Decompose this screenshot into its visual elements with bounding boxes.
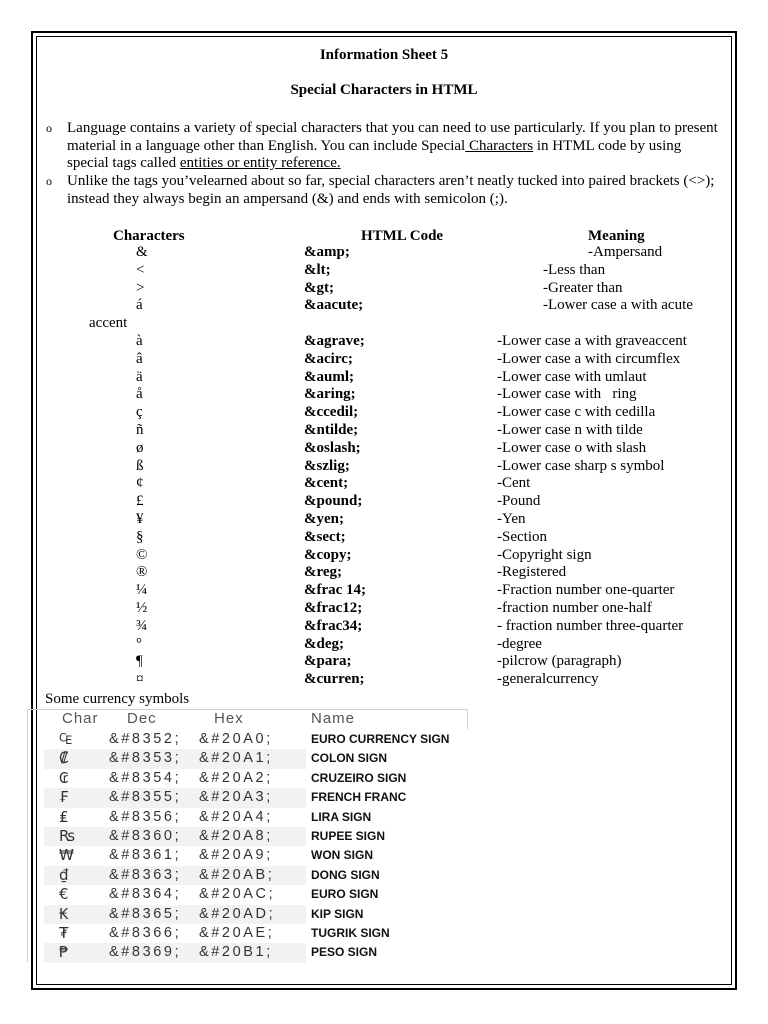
meaning-cell: -Pound: [497, 493, 541, 510]
html-code-cell: &amp;: [304, 244, 350, 260]
html-code-cell: &reg;: [304, 564, 343, 581]
table-row: [0, 243, 768, 261]
hex-code-cell: &#20A2;: [199, 769, 273, 786]
char-cell: &: [136, 244, 148, 260]
currency-symbol-cell: ₩: [59, 846, 74, 865]
html-code-cell: &sect;: [304, 528, 346, 545]
table-row: [0, 510, 768, 528]
hex-code-cell: &#20A0;: [199, 731, 273, 747]
table-row: [0, 670, 768, 688]
char-cell: §: [136, 528, 144, 545]
currency-header-hex: Hex: [214, 710, 244, 727]
currency-symbol-cell: ₮: [59, 924, 69, 942]
dec-code-cell: &#8354;: [109, 769, 182, 786]
char-cell: £: [136, 493, 144, 510]
table-row: [0, 457, 768, 475]
dec-code-cell: &#8364;: [109, 886, 182, 903]
char-cell: ç: [136, 404, 143, 421]
currency-header-name: Name: [311, 710, 356, 727]
currency-row: [0, 885, 768, 904]
currency-name-cell: PESO SIGN: [311, 945, 378, 960]
meaning-cell: -Greater than: [543, 279, 623, 296]
currency-symbol-cell: ₭: [59, 904, 69, 923]
table-row: [0, 581, 768, 599]
char-cell: ñ: [136, 422, 144, 438]
meaning-cell: -Lower case a with circumflex: [497, 350, 681, 367]
html-code-cell: &gt;: [304, 279, 334, 296]
currency-name-cell: CRUZEIRO SIGN: [311, 770, 407, 785]
currency-symbol-cell: ₠: [59, 730, 73, 748]
meaning-cell: -Copyright sign: [497, 546, 592, 563]
char-cell: â: [136, 350, 143, 367]
table-row: [0, 385, 768, 403]
dec-code-cell: &#8356;: [109, 808, 182, 825]
currency-symbol-cell: ₫: [59, 865, 69, 884]
currency-row: [0, 788, 768, 807]
currency-row: [0, 905, 768, 924]
bullet-marker: o: [46, 121, 52, 135]
currency-row: [0, 749, 768, 768]
meaning-cell: -Fraction number one-quarter: [497, 582, 675, 599]
table-row: [0, 368, 768, 386]
column-header-characters: Characters: [113, 228, 185, 244]
table-row: [0, 617, 768, 635]
currency-row: [0, 808, 768, 827]
html-code-cell: &szlig;: [304, 457, 350, 474]
dec-code-cell: &#8363;: [109, 866, 182, 883]
html-code-cell: &oslash;: [304, 439, 361, 456]
char-cell: ¥: [136, 511, 144, 527]
currency-name-cell: DONG SIGN: [311, 867, 380, 882]
html-code-cell: &yen;: [304, 511, 344, 527]
currency-symbol-cell: ₣: [59, 788, 69, 807]
char-cell: ß: [136, 457, 144, 474]
hex-code-cell: &#20A8;: [199, 828, 273, 844]
char-cell: ¤: [136, 671, 144, 688]
table-row-continuation: [0, 314, 768, 332]
currency-name-cell: EURO CURRENCY SIGN: [311, 732, 450, 746]
hex-code-cell: &#20A3;: [199, 789, 273, 806]
bullet-2-line-2: instead they always begin an ampersand (&) and ends with semicolon (;).: [67, 190, 508, 207]
table-row: [0, 528, 768, 546]
currency-name-cell: COLON SIGN: [311, 751, 388, 766]
hex-code-cell: &#20A4;: [199, 808, 273, 825]
meaning-cell: -pilcrow (paragraph): [497, 653, 622, 670]
currency-table-left-border: [27, 709, 28, 962]
table-row: [0, 279, 768, 297]
table-row: [0, 421, 768, 439]
table-row: [0, 261, 768, 279]
hex-code-cell: &#20B1;: [199, 944, 273, 961]
table-row: [0, 439, 768, 457]
html-code-cell: &frac 14;: [304, 582, 367, 599]
currency-row: [0, 866, 768, 885]
meaning-cell: -Lower case sharp s symbol: [497, 457, 665, 474]
dec-code-cell: &#8352;: [109, 731, 182, 747]
currency-row: [0, 924, 768, 943]
meaning-wrap-text: accent: [89, 315, 128, 332]
table-row: [0, 403, 768, 421]
html-code-cell: &frac12;: [304, 600, 363, 616]
meaning-cell: -degree: [497, 635, 542, 652]
table-row: [0, 546, 768, 564]
char-cell: ¼: [136, 582, 148, 599]
table-row: [0, 635, 768, 653]
currency-row: [0, 769, 768, 788]
table-row: [0, 492, 768, 510]
hex-code-cell: &#20AB;: [199, 866, 275, 883]
hex-code-cell: &#20A9;: [199, 847, 273, 864]
html-code-cell: &frac34;: [304, 617, 363, 634]
table-row: [0, 652, 768, 670]
char-cell: ¢: [136, 475, 144, 492]
html-code-cell: &auml;: [304, 368, 354, 385]
meaning-cell: -Lower case with umlaut: [497, 368, 647, 385]
char-cell: ©: [136, 546, 148, 563]
characters-link[interactable]: Characters: [465, 137, 534, 154]
html-code-cell: &ccedil;: [304, 404, 359, 421]
currency-caption: Some currency symbols: [45, 691, 190, 707]
currency-header-char: Char: [62, 710, 99, 727]
meaning-cell: -fraction number one-half: [497, 600, 652, 616]
bullet-1-text: material in a language other than English. You can include Special: [67, 137, 466, 154]
html-code-cell: &ntilde;: [304, 422, 359, 438]
currency-header-dec: Dec: [127, 710, 157, 727]
meaning-cell: -Lower case o with slash: [497, 439, 647, 456]
char-cell: >: [136, 279, 145, 296]
sheet-subtitle: Special Characters in HTML: [290, 82, 478, 98]
meaning-cell: -Lower case n with tilde: [497, 422, 643, 438]
html-code-cell: &lt;: [304, 261, 331, 278]
dec-code-cell: &#8366;: [109, 925, 182, 941]
meaning-cell: -Ampersand: [588, 244, 663, 260]
html-code-cell: &pound;: [304, 493, 363, 510]
html-code-cell: &copy;: [304, 546, 352, 563]
table-row: [0, 474, 768, 492]
currency-table-right-border: [467, 709, 468, 729]
char-cell: ä: [136, 368, 143, 385]
html-code-cell: &deg;: [304, 635, 344, 652]
char-cell: °: [136, 635, 142, 652]
meaning-cell: -Lower case c with cedilla: [497, 404, 656, 421]
currency-symbol-cell: ₢: [59, 768, 69, 787]
currency-symbol-cell: €: [59, 885, 69, 904]
html-code-cell: &curren;: [304, 671, 365, 688]
meaning-cell: -Section: [497, 528, 547, 545]
char-cell: å: [136, 386, 143, 403]
table-row: [0, 563, 768, 581]
column-header-html-code: HTML Code: [361, 228, 444, 244]
bullet-1-text: special tags called: [67, 155, 180, 171]
html-code-cell: &acirc;: [304, 350, 353, 367]
currency-row: [0, 846, 768, 865]
table-row: [0, 350, 768, 368]
hex-code-cell: &#20A1;: [199, 750, 273, 767]
char-cell: ¾: [136, 617, 148, 634]
char-cell: ®: [136, 564, 148, 581]
char-cell: ø: [136, 439, 144, 456]
currency-row: [0, 827, 768, 846]
currency-name-cell: LIRA SIGN: [311, 809, 372, 824]
table-row: [0, 296, 768, 314]
currency-symbol-cell: ₨: [59, 827, 76, 845]
char-cell: à: [136, 333, 143, 349]
meaning-cell: -Less than: [543, 261, 606, 278]
html-code-cell: &para;: [304, 653, 352, 670]
char-cell: ¶: [136, 653, 143, 670]
bullet-2-line-1: Unlike the tags you’velearned about so far, special characters aren’t neatly tucked into paired brackets (<>);: [67, 173, 715, 189]
meaning-cell: - fraction number three-quarter: [497, 617, 684, 634]
meaning-cell: -Registered: [497, 564, 567, 581]
char-cell: <: [136, 261, 145, 278]
column-header-meaning: Meaning: [588, 228, 645, 244]
meaning-cell: -Lower case with ring: [497, 386, 637, 403]
bullet-1-line-2: [67, 137, 681, 155]
currency-row: [0, 943, 768, 962]
currency-name-cell: RUPEE SIGN: [311, 829, 386, 843]
html-code-cell: &agrave;: [304, 333, 365, 349]
meaning-cell: -Cent: [497, 475, 531, 492]
entity-reference-link[interactable]: entities or entity reference.: [179, 155, 341, 171]
bullet-marker: o: [46, 174, 52, 188]
currency-row: [0, 730, 768, 749]
bullet-1-line-3: [67, 154, 341, 172]
char-cell: ½: [136, 600, 148, 616]
dec-code-cell: &#8365;: [109, 905, 182, 922]
char-cell: á: [136, 297, 143, 314]
currency-name-cell: FRENCH FRANC: [311, 790, 407, 805]
currency-name-cell: EURO SIGN: [311, 887, 379, 902]
meaning-cell: -Lower case a with acute: [543, 297, 693, 314]
dec-code-cell: &#8369;: [109, 944, 182, 961]
currency-name-cell: WON SIGN: [311, 848, 373, 863]
currency-symbol-cell: ₡: [59, 749, 69, 768]
meaning-cell: -Lower case a with graveaccent: [497, 333, 687, 349]
dec-code-cell: &#8355;: [109, 789, 182, 806]
currency-symbol-cell: ₱: [59, 943, 69, 962]
dec-code-cell: &#8353;: [109, 750, 182, 767]
dec-code-cell: &#8361;: [109, 847, 182, 864]
dec-code-cell: &#8360;: [109, 828, 182, 844]
meaning-cell: -generalcurrency: [497, 671, 599, 688]
hex-code-cell: &#20AE;: [199, 925, 275, 941]
table-row: [0, 599, 768, 617]
currency-name-cell: TUGRIK SIGN: [311, 926, 390, 940]
currency-symbol-cell: ₤: [59, 807, 69, 826]
currency-name-cell: KIP SIGN: [311, 906, 364, 921]
meaning-cell: -Yen: [497, 511, 526, 527]
html-code-cell: &cent;: [304, 475, 349, 492]
hex-code-cell: &#20AC;: [199, 886, 276, 903]
html-code-cell: &aacute;: [304, 297, 364, 314]
table-row: [0, 332, 768, 350]
bullet-1-text: in HTML code by using: [533, 137, 682, 154]
bullet-1-line-1: Language contains a variety of special characters that you can need to use particularly. If you plan to present: [67, 120, 718, 136]
hex-code-cell: &#20AD;: [199, 905, 276, 922]
sheet-title: Information Sheet 5: [319, 47, 449, 63]
html-code-cell: &aring;: [304, 386, 356, 403]
